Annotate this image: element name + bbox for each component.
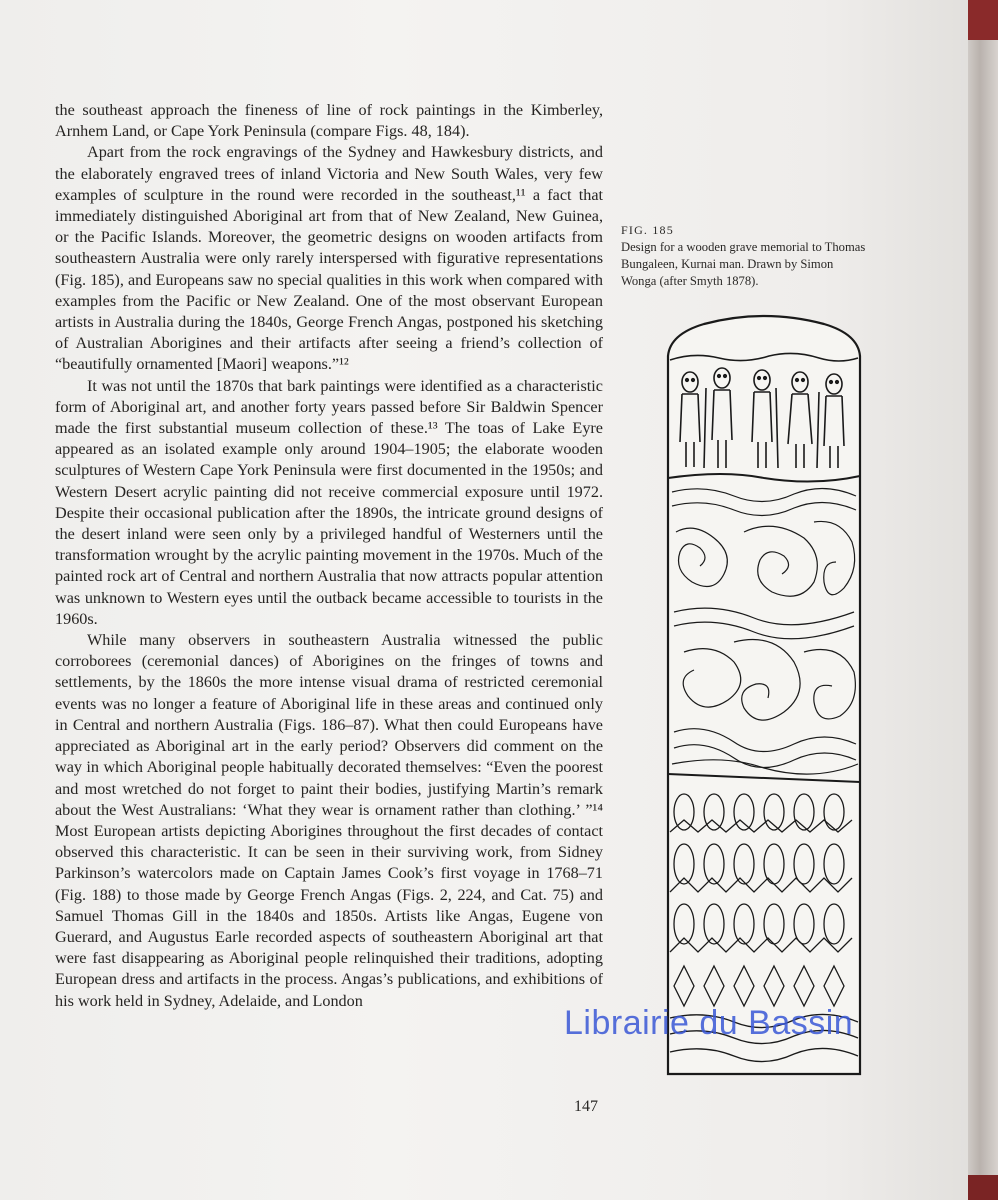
- page-number: 147: [574, 1098, 598, 1115]
- figure-label: FIG. 185: [621, 223, 674, 237]
- paragraph-2: Apart from the rock engravings of the Sydney and Hawkesbury districts, and the elaborately engraved trees of inland Victoria and New South Wales, very few examples of sculpture in the round were recorded in the southeast,¹¹ a fact that immediately distinguished Aboriginal art from that of New Zealand, New Guinea, or the Pacific Islands. Moreover, the geometric designs on wooden artifacts from southeastern Australia were only rarely interspersed with figurative representations (Fig. 185), and Europeans saw no special qualities in this work when compared with examples from the Pacific or New Zealand. One of the most observant European artists in Australia during the 1840s, George French Angas, postponed his sketching of Australian Aborigines and their artifacts after seeing a friend’s collection of “beautifully ornamented [Maori] weapons.”¹²: [55, 143, 603, 374]
- paragraph-3: It was not until the 1870s that bark paintings were identified as a characteristic form of Aboriginal art, and another forty years passed before Sir Baldwin Spencer made the first substantial museum collection of these.¹³ The toas of Lake Eyre appeared as an isolated example only around 1904–1905; the elaborate wooden sculptures of Western Cape York Peninsula were first documented in the 1950s; and Western Desert acrylic painting did not receive commercial exposure until 1972. Despite their occasional publication after the 1890s, the intricate ground designs of the desert inland were seen only by a privileged handful of Westerners until the transformation wrought by the acrylic painting movement in the 1970s. Much of the painted rock art of Central and northern Australia that now attracts popular attention was unknown to Western eyes until the outback became accessible to tourists in the 1960s.: [55, 376, 603, 628]
- book-spine: [968, 0, 998, 1200]
- figure-caption-text: Design for a wooden grave memorial to Thomas Bungaleen, Kurnai man. Drawn by Simon Wonga (after Smyth 1878).: [621, 240, 866, 288]
- cover-edge-top: [968, 0, 998, 40]
- figure-caption: [621, 222, 871, 290]
- paragraph-4: While many observers in southeastern Australia witnessed the public corroborees (ceremonial dances) of Aborigines on the fringes of towns and settlements, by the 1860s the more intense visual drama of restricted ceremonial events was no longer a feature of Aboriginal life in these areas and continued only in Central and northern Australia (Figs. 186–87). What then could Europeans have appreciated as Aboriginal art in the early period? Observers did comment on the way in which Aboriginal people habitually decorated themselves: “Even the poorest and most wretched do not forget to paint their bodies, justifying Martin’s remark about the West Australians: ‘What they wear is ornament rather than clothing.’ ”¹⁴ Most European artists depicting Aborigines throughout the first decades of contact observed this characteristic. It can be seen in their surviving work, from Sidney Parkinson’s watercolors made on Captain James Cook’s first voyage in 1768–71 (Fig. 188) to those made by George French Angas (Figs. 2, 224, and Cat. 75) and Samuel Thomas Gill in the 1840s and 1850s. Artists like Angas, Eugene von Guerard, and Augustus Earle recorded aspects of southeastern Aboriginal art that were fast disappearing as Aboriginal people relinquished their traditions, adopting European dress and artifacts in the process. Angas’s publications, and exhibitions of his work held in Sydney, Adelaide, and London: [55, 631, 603, 1010]
- body-text-column: [55, 100, 603, 1012]
- paragraph-1: the southeast approach the fineness of line of rock paintings in the Kimberley, Arnhem Land, or Cape York Peninsula (compare Figs. 48, 184).: [55, 101, 603, 141]
- grave-memorial-illustration: [664, 312, 864, 1077]
- watermark: Librairie du Bassin: [564, 1004, 854, 1042]
- cover-edge-bottom: [968, 1175, 998, 1200]
